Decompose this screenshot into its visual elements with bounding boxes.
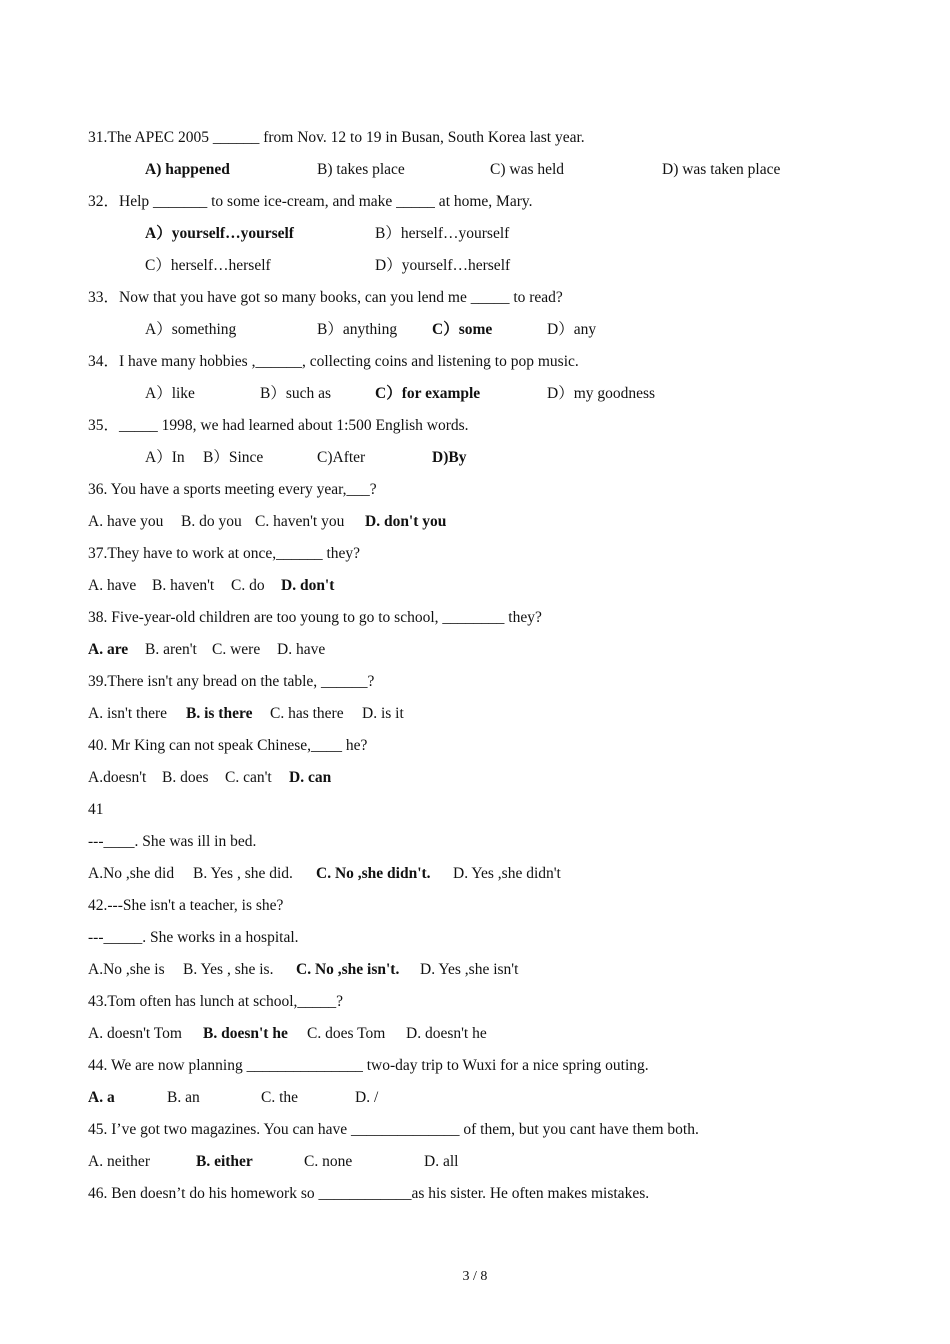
page-number: 3 / 8 [462,1269,488,1284]
q43-option-d: D. doesn't he [406,1025,487,1042]
q33-option-b: B）anything [317,321,398,338]
q40-stem: 40. Mr King can not speak Chinese,____ he? [88,737,368,754]
q34-stem: 34．I have many hobbies ,______, collecting coins and listening to pop music. [88,353,579,370]
q31-option-c: C) was held [490,161,565,178]
q46-stem: 46. Ben doesn’t do his homework so ____________as his sister. He often makes mistakes. [88,1185,650,1202]
q42-option-c: C. No ,she isn't. [296,961,400,978]
q32-stem: 32．Help _______ to some ice-cream, and make _____ at home, Mary. [88,193,533,210]
q37-stem: 37.They have to work at once,______ they? [88,545,361,562]
q39-option-c: C. has there [270,705,344,722]
q36-stem: 36. You have a sports meeting every year,___? [88,481,377,498]
q43-option-b: B. doesn't he [203,1025,288,1042]
q34-option-d: D）my goodness [547,385,656,402]
q42-option-a: A.No ,she is [88,961,165,978]
q38-option-d: D. have [277,641,326,658]
q36-option-d: D. don't you [365,513,447,530]
q32-option-a: A）yourself…yourself [145,225,294,242]
q39-option-a: A. isn't there [88,705,167,722]
q45-option-c: C. none [304,1153,353,1170]
q45-option-b: B. either [196,1153,253,1170]
q40-option-d: D. can [289,769,332,786]
q31-stem: 31.The APEC 2005 ______ from Nov. 12 to 19 in Busan, South Korea last year. [88,129,585,146]
q35-option-d: D)By [432,449,467,466]
q45-stem: 45. I’ve got two magazines. You can have ______________ of them, but you cant have them both. [88,1121,699,1138]
q36-option-b: B. do you [181,513,242,530]
q41-option-d: D. Yes ,she didn't [453,865,561,882]
q38-option-b: B. aren't [145,641,197,658]
q43-option-a: A. doesn't Tom [88,1025,182,1042]
q32-option-b: B）herself…yourself [375,225,510,242]
q38-option-c: C. were [212,641,261,658]
q36-option-a: A. have you [88,513,164,530]
q33-option-c: C）some [432,321,493,338]
q41-stem: 41 [88,801,104,818]
q34-option-a: A）like [145,385,195,402]
q44-stem: 44. We are now planning _______________ two-day trip to Wuxi for a nice spring outing. [88,1057,649,1074]
q44-option-d: D. / [355,1089,379,1106]
q37-option-d: D. don't [281,577,335,594]
q39-option-b: B. is there [186,705,253,722]
q43-stem: 43.Tom often has lunch at school,_____? [88,993,344,1010]
q33-option-d: D）any [547,321,597,338]
q38-option-a: A. are [88,641,129,658]
q38-stem: 38. Five-year-old children are too young to go to school, ________ they? [88,609,542,626]
q34-option-b: B）such as [260,385,332,402]
q43-option-c: C. does Tom [307,1025,386,1042]
q40-option-a: A.doesn't [88,769,147,786]
q32-option-d: D）yourself…herself [375,257,511,274]
q41-option-c: C. No ,she didn't. [316,865,431,882]
q42-option-d: D. Yes ,she isn't [420,961,519,978]
q31-option-a: A) happened [145,161,230,178]
q35-option-c: C)After [317,449,366,466]
q41-option-a: A.No ,she did [88,865,175,882]
q33-option-a: A）something [145,321,237,338]
q41-option-b: B. Yes , she did. [193,865,293,882]
q45-option-a: A. neither [88,1153,150,1170]
q37-option-b: B. haven't [152,577,215,594]
q39-stem: 39.There isn't any bread on the table, ______? [88,673,375,690]
q40-option-b: B. does [162,769,209,786]
q32-option-c: C）herself…herself [145,257,271,274]
q40-option-c: C. can't [225,769,272,786]
q35-option-a: A）In [145,449,185,466]
q33-stem: 33．Now that you have got so many books, can you lend me _____ to read? [88,289,563,306]
q34-option-c: C）for example [375,385,481,402]
q31-option-d: D) was taken place [662,161,781,178]
q42-option-b: B. Yes , she is. [183,961,274,978]
q39-option-d: D. is it [362,705,404,722]
q44-option-a: A. a [88,1089,115,1106]
q36-option-c: C. haven't you [255,513,345,530]
q35-option-b: B）Since [203,449,264,466]
q44-option-c: C. the [261,1089,299,1106]
q37-option-a: A. have [88,577,137,594]
q41-stem-answer: ---____. She was ill in bed. [88,833,257,850]
q44-option-b: B. an [167,1089,200,1106]
q42-stem: 42.---She isn't a teacher, is she? [88,897,284,914]
q42-stem-answer: ---_____. She works in a hospital. [88,929,299,946]
q45-option-d: D. all [424,1153,459,1170]
q37-option-c: C. do [231,577,265,594]
q35-stem: 35．_____ 1998, we had learned about 1:500 English words. [88,417,469,434]
q31-option-b: B) takes place [317,161,405,178]
